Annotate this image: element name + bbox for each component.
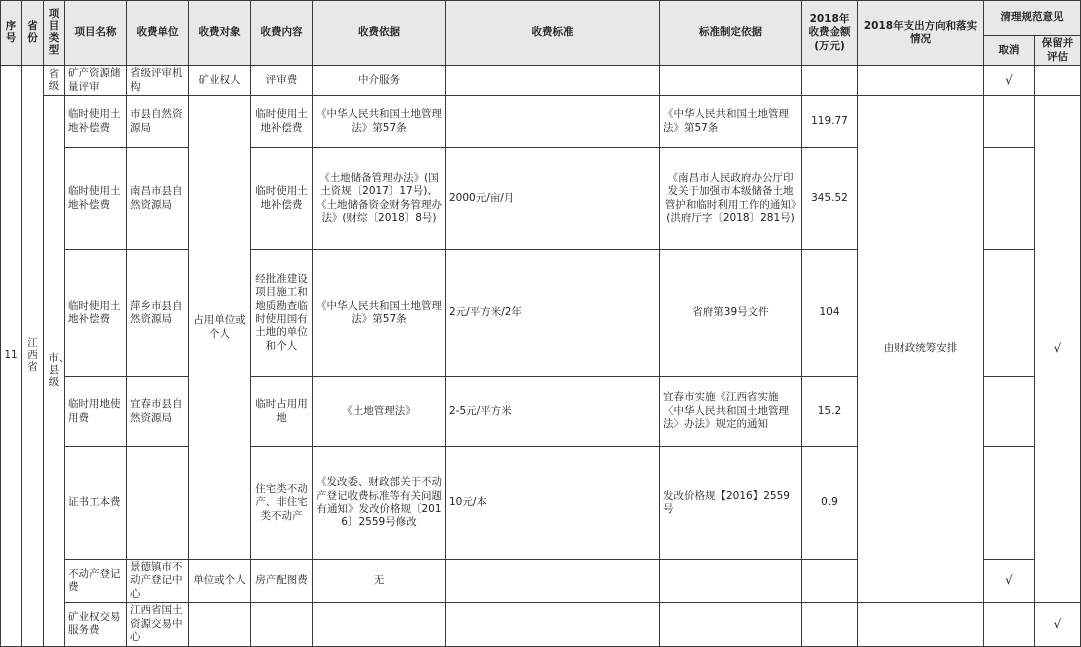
charging-standard-cell [446, 66, 660, 96]
expenditure-cell: 由财政统筹安排 [858, 96, 984, 603]
project-name-cell: 临时使用土地补偿费 [65, 148, 127, 250]
province-cell: 江西省 [22, 66, 44, 647]
charging-content-cell: 住宅类不动产、非住宅类不动产 [251, 447, 313, 560]
charging-object-cell: 矿业权人 [189, 66, 251, 96]
amount-cell [802, 66, 858, 96]
project-name-cell: 不动产登记费 [65, 560, 127, 603]
header-row-1 [1, 1, 1081, 36]
charging-basis-cell [313, 603, 446, 646]
charging-basis-cell: 《土地储备管理办法》(国土资规〔2017〕17号)、《土地储备资金财务管理办法》(财综〔2018〕8号) [313, 148, 446, 250]
charging-unit-cell: 江西省国土资源交易中心 [127, 603, 189, 646]
amount-cell: 15.2 [802, 377, 858, 447]
standard-basis-cell: 《南昌市人民政府办公厅印发关于加强市本级储备土地管护和临时利用工作的通知》(洪府厅字〔2018〕281号) [660, 148, 802, 250]
header-charging-object: 收费对象 [189, 1, 251, 66]
table-row [1, 66, 1081, 96]
charging-standard-cell [446, 603, 660, 646]
project-name-cell: 证书工本费 [65, 447, 127, 560]
charging-content-cell: 临时占用用地 [251, 377, 313, 447]
charging-unit-cell: 南昌市县自然资源局 [127, 148, 189, 250]
header-province: 省份 [22, 1, 44, 66]
charging-content-cell: 临时使用土地补偿费 [251, 148, 313, 250]
charging-content-cell: 评审费 [251, 66, 313, 96]
cancel-mark: √ [984, 66, 1035, 96]
cancel-mark [984, 148, 1035, 250]
cancel-mark [984, 250, 1035, 377]
amount-cell: 104 [802, 250, 858, 377]
keep-mark [1035, 66, 1081, 96]
header-project-name: 项目名称 [65, 1, 127, 66]
table-row [1, 96, 1081, 148]
project-name-cell: 临时使用土地补偿费 [65, 96, 127, 148]
expenditure-cell [858, 66, 984, 96]
standard-basis-cell [660, 66, 802, 96]
charging-standard-cell [446, 560, 660, 603]
charging-standard-cell: 10元/本 [446, 447, 660, 560]
header-project-type: 项目类型 [44, 1, 65, 66]
charging-standard-cell: 2元/平方米/2年 [446, 250, 660, 377]
header-keep-eval: 保留并评估 [1035, 36, 1081, 66]
header-charging-basis: 收费依据 [313, 1, 446, 66]
header-charging-standard: 收费标准 [446, 1, 660, 66]
header-standard-basis: 标准制定依据 [660, 1, 802, 66]
header-expenditure-2018: 2018年支出方向和落实情况 [858, 1, 984, 66]
standard-basis-cell: 发改价格规【2016】2559号 [660, 447, 802, 560]
amount-cell: 119.77 [802, 96, 858, 148]
project-name-cell: 临时使用土地补偿费 [65, 250, 127, 377]
cancel-mark [984, 603, 1035, 646]
cancel-mark [984, 377, 1035, 447]
amount-cell: 345.52 [802, 148, 858, 250]
charging-standard-cell: 2000元/亩/月 [446, 148, 660, 250]
project-name-cell: 矿业权交易服务费 [65, 603, 127, 646]
charging-content-cell: 经批准建设项目施工和地质勘查临时使用国有土地的单位和个人 [251, 250, 313, 377]
charging-unit-cell: 省级评审机构 [127, 66, 189, 96]
charging-object-cell: 占用单位或个人 [189, 96, 251, 560]
amount-cell [802, 603, 858, 646]
header-charging-unit: 收费单位 [127, 1, 189, 66]
expenditure-cell [858, 603, 984, 646]
project-type-cell: 市、县级 [44, 96, 65, 647]
standard-basis-cell: 宜春市实施《江西省实施〈中华人民共和国土地管理法〉办法》规定的通知 [660, 377, 802, 447]
amount-cell [802, 560, 858, 603]
header-seq: 序号 [1, 1, 22, 66]
keep-mark: √ [1035, 96, 1081, 603]
charging-unit-cell [127, 447, 189, 560]
charging-unit-cell: 宜春市县自然资源局 [127, 377, 189, 447]
charging-basis-cell: 《发改委、财政部关于不动产登记收费标准等有关问题有通知》发改价格规〔2016〕2559号修改 [313, 447, 446, 560]
seq-cell: 11 [1, 66, 22, 647]
charging-unit-cell: 市县自然资源局 [127, 96, 189, 148]
charging-object-cell: 单位或个人 [189, 560, 251, 603]
charging-standard-cell: 2-5元/平方米 [446, 377, 660, 447]
cancel-mark: √ [984, 560, 1035, 603]
header-charging-content: 收费内容 [251, 1, 313, 66]
charging-basis-cell: 《中华人民共和国土地管理法》第57条 [313, 250, 446, 377]
project-name-cell: 临时用地使用费 [65, 377, 127, 447]
amount-cell: 0.9 [802, 447, 858, 560]
project-name-cell: 矿产资源储量评审 [65, 66, 127, 96]
charging-basis-cell: 《中华人民共和国土地管理法》第57条 [313, 96, 446, 148]
header-cancel: 取消 [984, 36, 1035, 66]
charging-content-cell: 房产配图费 [251, 560, 313, 603]
charging-unit-cell: 萍乡市县自然资源局 [127, 250, 189, 377]
standard-basis-cell: 《中华人民共和国土地管理法》第57条 [660, 96, 802, 148]
standard-basis-cell [660, 603, 802, 646]
charging-basis-cell: 中介服务 [313, 66, 446, 96]
keep-mark: √ [1035, 603, 1081, 646]
charging-object-cell [189, 603, 251, 646]
cancel-mark [984, 447, 1035, 560]
charging-basis-cell: 无 [313, 560, 446, 603]
charging-standard-cell [446, 96, 660, 148]
charging-unit-cell: 景德镇市不动产登记中心 [127, 560, 189, 603]
charging-content-cell: 临时使用土地补偿费 [251, 96, 313, 148]
standard-basis-cell [660, 560, 802, 603]
table-row [1, 603, 1081, 646]
charging-basis-cell: 《土地管理法》 [313, 377, 446, 447]
header-cleanup-opinion: 清理规范意见 [984, 1, 1081, 36]
charging-content-cell [251, 603, 313, 646]
project-type-cell: 省级 [44, 66, 65, 96]
standard-basis-cell: 省府第39号文件 [660, 250, 802, 377]
cancel-mark [984, 96, 1035, 148]
header-amount-2018: 2018年收费金额(万元) [802, 1, 858, 66]
